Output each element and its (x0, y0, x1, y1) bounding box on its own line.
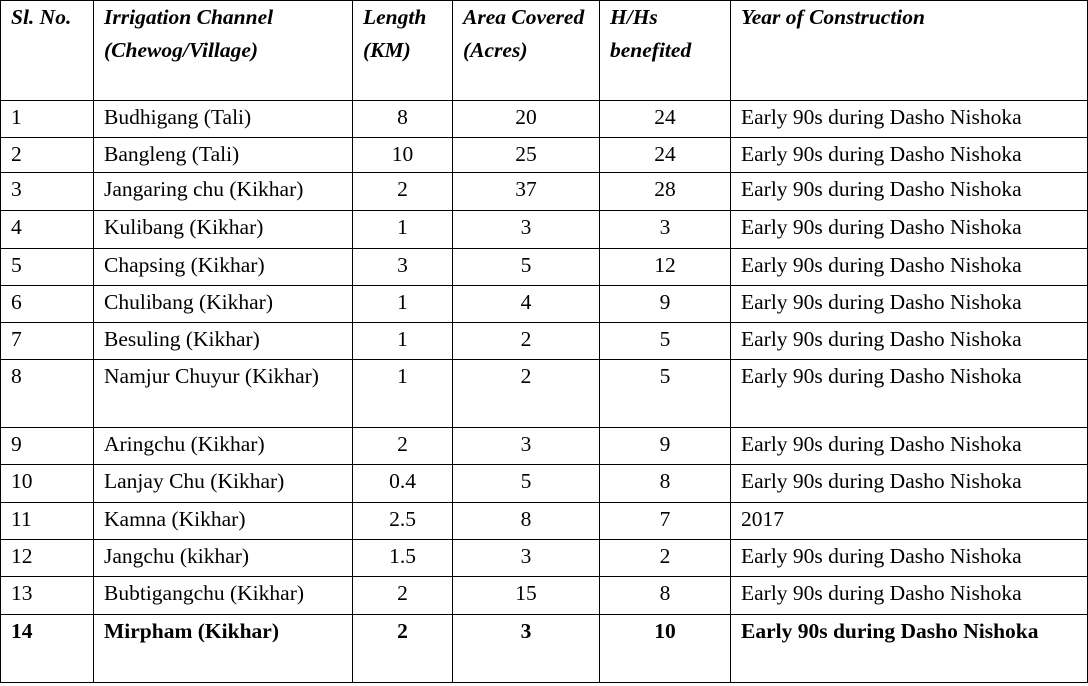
cell-sl-no: 9 (1, 428, 94, 465)
cell-length: 3 (353, 249, 453, 286)
cell-sl-no: 7 (1, 323, 94, 360)
cell-households: 3 (600, 211, 731, 249)
cell-sl-no: 1 (1, 101, 94, 138)
table-row (1, 360, 1088, 428)
cell-sl-no: 6 (1, 286, 94, 323)
table-row (1, 465, 1088, 503)
cell-area: 20 (453, 101, 600, 138)
cell-households: 5 (600, 323, 731, 360)
table-row (1, 138, 1088, 173)
cell-year: Early 90s during Dasho Nishoka (731, 101, 1088, 138)
table-row (1, 540, 1088, 577)
cell-year: Early 90s during Dasho Nishoka (731, 173, 1088, 211)
cell-length: 2 (353, 615, 453, 683)
cell-year: Early 90s during Dasho Nishoka (731, 249, 1088, 286)
table-row (1, 503, 1088, 540)
cell-length: 2 (353, 173, 453, 211)
cell-households: 9 (600, 428, 731, 465)
cell-channel: Bangleng (Tali) (94, 138, 353, 173)
header-area-covered: Area Covered (Acres) (453, 1, 600, 101)
cell-households: 7 (600, 503, 731, 540)
cell-channel: Namjur Chuyur (Kikhar) (94, 360, 353, 428)
cell-area: 5 (453, 465, 600, 503)
cell-area: 8 (453, 503, 600, 540)
cell-households: 12 (600, 249, 731, 286)
cell-area: 15 (453, 577, 600, 615)
cell-channel: Budhigang (Tali) (94, 101, 353, 138)
cell-channel: Chulibang (Kikhar) (94, 286, 353, 323)
cell-channel: Jangchu (kikhar) (94, 540, 353, 577)
cell-channel: Chapsing (Kikhar) (94, 249, 353, 286)
cell-year: Early 90s during Dasho Nishoka (731, 428, 1088, 465)
cell-sl-no: 12 (1, 540, 94, 577)
cell-households: 8 (600, 577, 731, 615)
cell-channel: Kamna (Kikhar) (94, 503, 353, 540)
cell-households: 28 (600, 173, 731, 211)
cell-year: 2017 (731, 503, 1088, 540)
cell-length: 1 (353, 360, 453, 428)
cell-area: 4 (453, 286, 600, 323)
cell-length: 2 (353, 428, 453, 465)
cell-channel: Jangaring chu (Kikhar) (94, 173, 353, 211)
cell-sl-no: 14 (1, 615, 94, 683)
cell-year: Early 90s during Dasho Nishoka (731, 540, 1088, 577)
cell-households: 10 (600, 615, 731, 683)
cell-length: 8 (353, 101, 453, 138)
header-sl-no: Sl. No. (1, 1, 94, 101)
cell-sl-no: 10 (1, 465, 94, 503)
cell-area: 3 (453, 615, 600, 683)
table-row (1, 577, 1088, 615)
table-row (1, 173, 1088, 211)
cell-length: 2.5 (353, 503, 453, 540)
cell-sl-no: 3 (1, 173, 94, 211)
cell-length: 1.5 (353, 540, 453, 577)
cell-households: 2 (600, 540, 731, 577)
table-row (1, 615, 1088, 683)
cell-sl-no: 11 (1, 503, 94, 540)
cell-year: Early 90s during Dasho Nishoka (731, 577, 1088, 615)
cell-length: 2 (353, 577, 453, 615)
cell-sl-no: 5 (1, 249, 94, 286)
cell-channel: Besuling (Kikhar) (94, 323, 353, 360)
table-row (1, 101, 1088, 138)
cell-area: 2 (453, 360, 600, 428)
cell-year: Early 90s during Dasho Nishoka (731, 211, 1088, 249)
cell-year: Early 90s during Dasho Nishoka (731, 360, 1088, 428)
cell-year: Early 90s during Dasho Nishoka (731, 465, 1088, 503)
cell-area: 2 (453, 323, 600, 360)
cell-channel: Aringchu (Kikhar) (94, 428, 353, 465)
cell-year: Early 90s during Dasho Nishoka (731, 138, 1088, 173)
header-year-of-construction: Year of Construction (731, 1, 1088, 101)
cell-channel: Kulibang (Kikhar) (94, 211, 353, 249)
cell-year: Early 90s during Dasho Nishoka (731, 615, 1088, 683)
cell-area: 5 (453, 249, 600, 286)
cell-channel: Bubtigangchu (Kikhar) (94, 577, 353, 615)
table-row (1, 286, 1088, 323)
cell-households: 9 (600, 286, 731, 323)
cell-length: 1 (353, 211, 453, 249)
cell-channel: Lanjay Chu (Kikhar) (94, 465, 353, 503)
header-irrigation-channel: Irrigation Channel (Chewog/Village) (94, 1, 353, 101)
table-row (1, 323, 1088, 360)
cell-area: 3 (453, 428, 600, 465)
cell-year: Early 90s during Dasho Nishoka (731, 286, 1088, 323)
cell-households: 24 (600, 101, 731, 138)
cell-sl-no: 8 (1, 360, 94, 428)
cell-length: 10 (353, 138, 453, 173)
cell-area: 37 (453, 173, 600, 211)
cell-length: 0.4 (353, 465, 453, 503)
header-households-benefited: H/Hs benefited (600, 1, 731, 101)
cell-households: 5 (600, 360, 731, 428)
header-length: Length (KM) (353, 1, 453, 101)
cell-sl-no: 13 (1, 577, 94, 615)
cell-sl-no: 2 (1, 138, 94, 173)
cell-households: 24 (600, 138, 731, 173)
cell-area: 3 (453, 540, 600, 577)
table-row (1, 428, 1088, 465)
cell-length: 1 (353, 286, 453, 323)
cell-channel: Mirpham (Kikhar) (94, 615, 353, 683)
cell-year: Early 90s during Dasho Nishoka (731, 323, 1088, 360)
cell-households: 8 (600, 465, 731, 503)
cell-area: 3 (453, 211, 600, 249)
cell-sl-no: 4 (1, 211, 94, 249)
table-row (1, 211, 1088, 249)
cell-area: 25 (453, 138, 600, 173)
cell-length: 1 (353, 323, 453, 360)
table-row (1, 249, 1088, 286)
header-row (1, 1, 1088, 101)
